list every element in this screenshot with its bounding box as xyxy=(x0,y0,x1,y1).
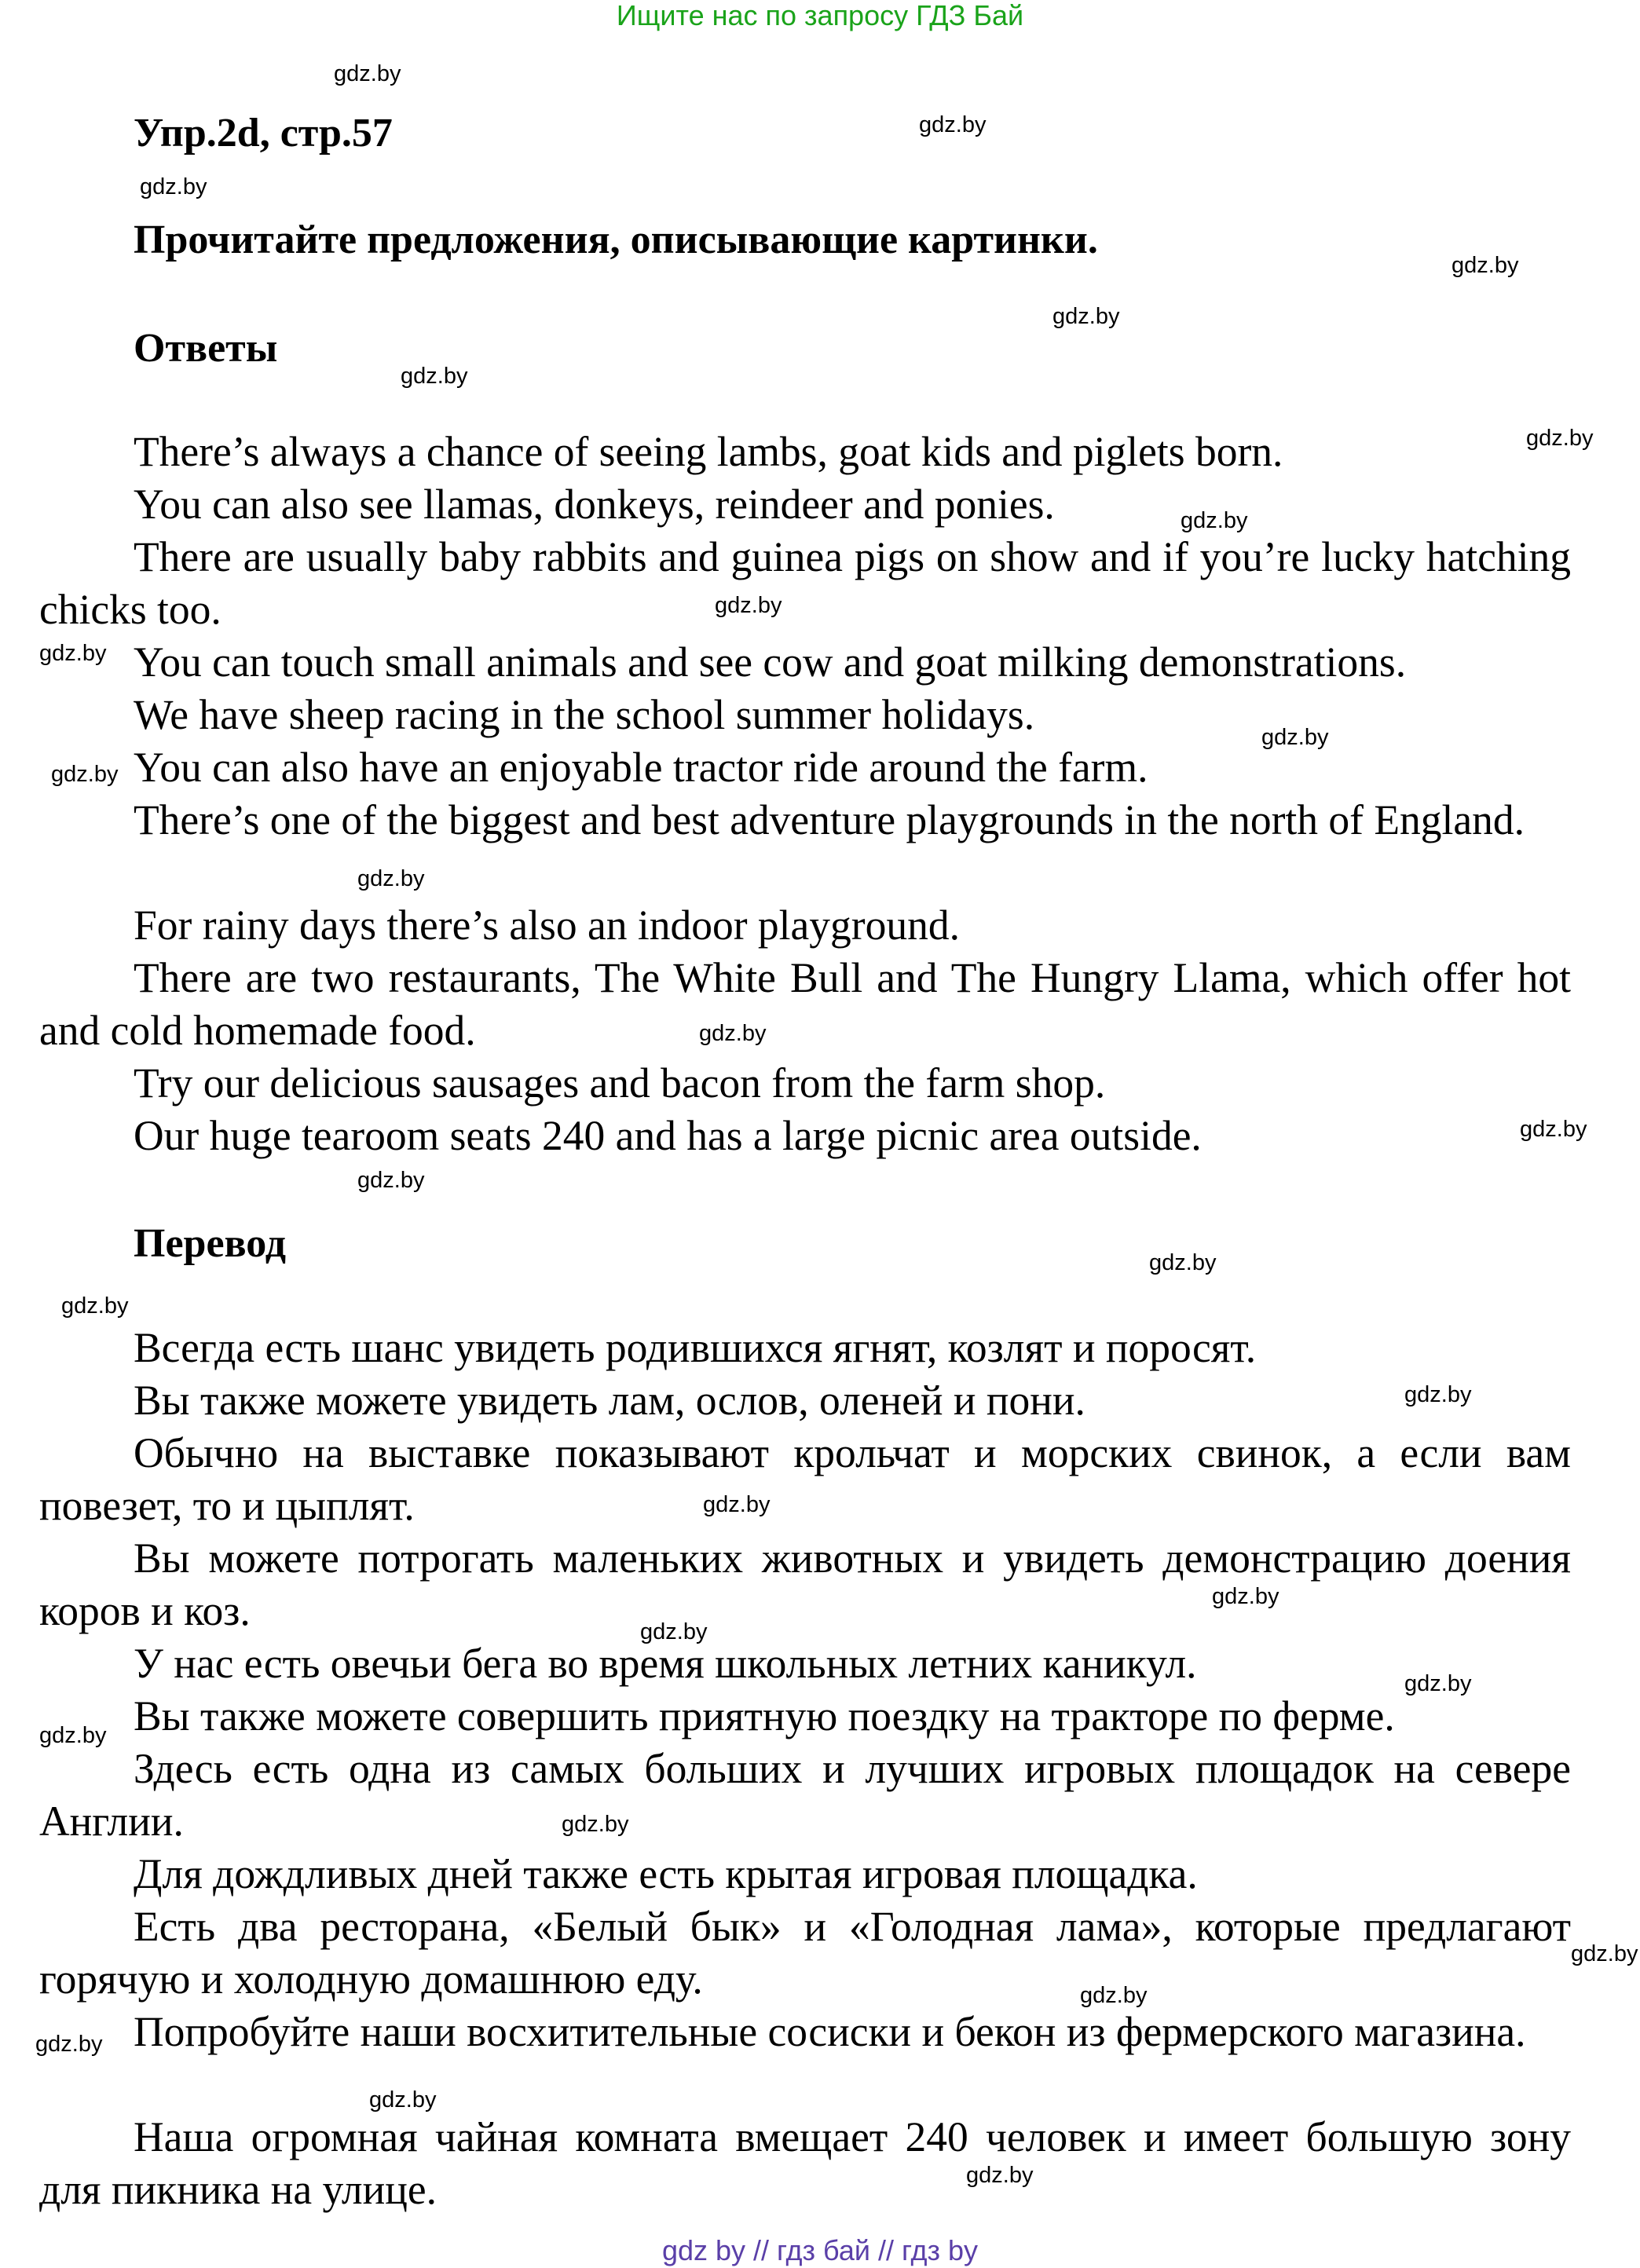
watermark: gdz.by xyxy=(39,641,107,666)
answer-4: You can touch small animals and see cow and goat milking demonstrations. xyxy=(134,638,1407,686)
answer-2: You can also see llamas, donkeys, reindeer and ponies. xyxy=(134,481,1055,528)
translation-4: Вы можете потрогать маленьких животных и увидеть демонстрацию доения коров и коз. xyxy=(39,1535,1571,1634)
translation-heading: Перевод xyxy=(134,1221,287,1266)
watermark: gdz.by xyxy=(357,866,425,891)
watermark: gdz.by xyxy=(966,2163,1034,2188)
watermark: gdz.by xyxy=(1212,1584,1279,1609)
watermark: gdz.by xyxy=(1571,1941,1638,1966)
exercise-title: Упр.2d, стр.57 xyxy=(134,111,393,155)
watermark: gdz.by xyxy=(919,112,987,137)
watermark: gdz.by xyxy=(1181,508,1248,533)
watermark: gdz.by xyxy=(51,762,119,787)
watermark: gdz.by xyxy=(715,593,782,618)
answer-10: Try our delicious sausages and bacon from the farm shop. xyxy=(134,1059,1106,1107)
watermark: gdz.by xyxy=(640,1619,708,1644)
answer-1: There’s always a chance of seeing lambs, goat kids and piglets born. xyxy=(134,428,1283,475)
translation-8: Для дождливых дней также есть крытая игровая площадка. xyxy=(134,1850,1198,1897)
watermark: gdz.by xyxy=(1526,426,1594,451)
answer-9: There are two restaurants, The White Bull and The Hungry Llama, which offer hot and cold homemade food. xyxy=(39,954,1571,1054)
translation-9: Есть два ресторана, «Белый бык» и «Голодная лама», которые предлагают горячую и холодную домашнюю еду. xyxy=(39,1903,1571,2003)
watermark: gdz.by xyxy=(1052,304,1120,329)
answer-7: There’s one of the biggest and best adventure playgrounds in the north of England. xyxy=(134,796,1525,843)
answer-3: There are usually baby rabbits and guinea pigs on show and if you’re lucky hatching chicks too. xyxy=(39,533,1571,633)
watermark: gdz.by xyxy=(140,174,207,199)
translation-2: Вы также можете увидеть лам, ослов, оленей и пони. xyxy=(134,1377,1085,1424)
watermark: gdz.by xyxy=(1149,1250,1217,1275)
watermark: gdz.by xyxy=(1520,1117,1587,1142)
watermark: gdz.by xyxy=(357,1168,425,1193)
watermark: gdz.by xyxy=(1404,1382,1472,1407)
watermark: gdz.by xyxy=(703,1492,771,1517)
watermark: gdz.by xyxy=(699,1021,767,1046)
header-banner: Ищите нас по запросу ГДЗ Бай xyxy=(616,0,1024,31)
translation-10: Попробуйте наши восхитительные сосиски и бекон из фермерского магазина. xyxy=(134,2008,1526,2055)
translation-7: Здесь есть одна из самых больших и лучших игровых площадок на севере Англии. xyxy=(39,1745,1571,1845)
footer-banner: gdz by // гдз бай // гдз by xyxy=(661,2234,979,2266)
watermark: gdz.by xyxy=(61,1293,129,1319)
answers-heading: Ответы xyxy=(134,326,278,371)
watermark: gdz.by xyxy=(1261,725,1329,750)
watermark: gdz.by xyxy=(334,61,401,86)
watermark: gdz.by xyxy=(1404,1671,1472,1696)
answer-5: We have sheep racing in the school summer holidays. xyxy=(134,691,1035,738)
translation-3: Обычно на выставке показывают крольчат и морских свинок, а если вам повезет, то и цыплят. xyxy=(39,1429,1571,1529)
translation-6: Вы также можете совершить приятную поездку на тракторе по ферме. xyxy=(134,1692,1395,1739)
answer-11: Our huge tearoom seats 240 and has a large picnic area outside. xyxy=(134,1112,1202,1159)
translation-5: У нас есть овечьи бега во время школьных летних каникул. xyxy=(134,1640,1197,1687)
task-instruction: Прочитайте предложения, описывающие картинки. xyxy=(134,218,1098,262)
translation-11: Наша огромная чайная комната вмещает 240 человек и имеет большую зону для пикника на улице. xyxy=(39,2113,1571,2213)
translation-1: Всегда есть шанс увидеть родившихся ягнят, козлят и поросят. xyxy=(134,1324,1257,1371)
watermark: gdz.by xyxy=(39,1723,107,1748)
watermark: gdz.by xyxy=(562,1812,629,1837)
watermark: gdz.by xyxy=(369,2087,437,2113)
watermark: gdz.by xyxy=(35,2032,103,2057)
watermark: gdz.by xyxy=(1080,1983,1148,2008)
watermark: gdz.by xyxy=(401,364,468,389)
watermark: gdz.by xyxy=(1451,253,1519,278)
answer-6: You can also have an enjoyable tractor ride around the farm. xyxy=(134,744,1148,791)
answer-8: For rainy days there’s also an indoor playground. xyxy=(134,902,960,949)
